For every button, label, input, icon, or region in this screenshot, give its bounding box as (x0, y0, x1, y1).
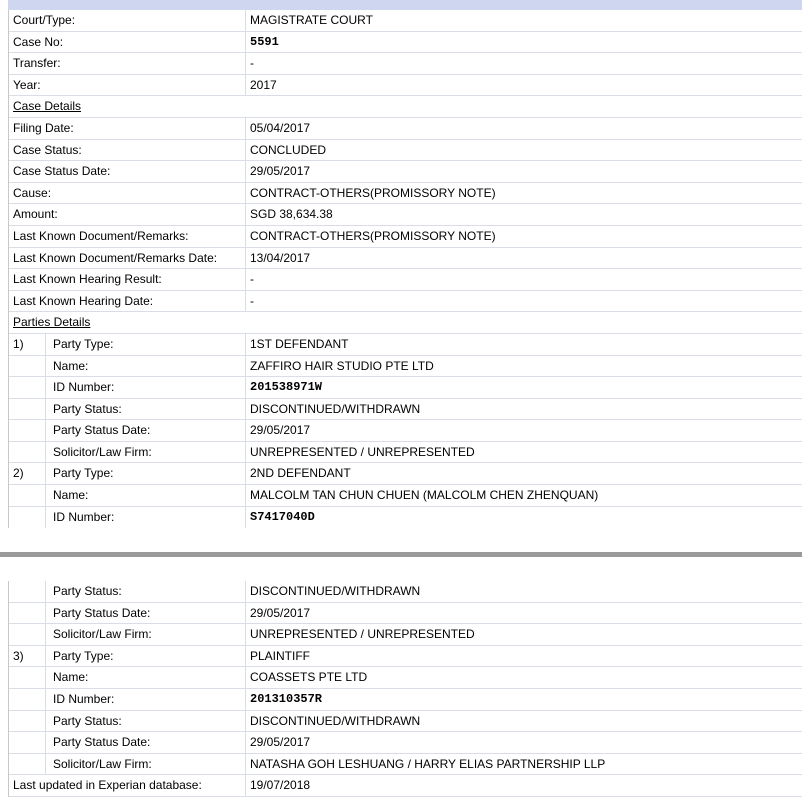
party-1-status-date: Party Status Date: 29/05/2017 (9, 420, 802, 442)
row-last-doc: Last Known Document/Remarks: CONTRACT-OTHERS(PROMISSORY NOTE) (9, 226, 802, 248)
row-court-type: Court/Type: MAGISTRATE COURT (9, 10, 802, 32)
party-2-solicitor: Solicitor/Law Firm: UNREPRESENTED / UNREPRESENTED (9, 624, 802, 646)
party-3-name: Name: COASSETS PTE LTD (9, 667, 802, 689)
row-year: Year: 2017 (9, 75, 802, 97)
row-hearing-date: Last Known Hearing Date: - (9, 291, 802, 313)
party-1-name: Name: ZAFFIRO HAIR STUDIO PTE LTD (9, 356, 802, 378)
party-1-solicitor: Solicitor/Law Firm: UNREPRESENTED / UNREPRESENTED (9, 442, 802, 464)
case-record-bottom (8, 581, 802, 797)
party-2-id: ID Number: S7417040D (9, 507, 802, 529)
page-gap (0, 529, 802, 552)
row-case-status: Case Status: CONCLUDED (9, 140, 802, 162)
party-3-status-date: Party Status Date: 29/05/2017 (9, 732, 802, 754)
row-hearing-result: Last Known Hearing Result: - (9, 269, 802, 291)
party-3-id: ID Number: 201310357R (9, 689, 802, 711)
header-bar (8, 0, 802, 10)
row-cause: Cause: CONTRACT-OTHERS(PROMISSORY NOTE) (9, 183, 802, 205)
row-case-no: Case No: 5591 (9, 32, 802, 54)
row-transfer: Transfer: - (9, 53, 802, 75)
party-1-status: Party Status: DISCONTINUED/WITHDRAWN (9, 399, 802, 421)
row-filing-date: Filing Date: 05/04/2017 (9, 118, 802, 140)
row-case-status-date: Case Status Date: 29/05/2017 (9, 161, 802, 183)
row-last-doc-date: Last Known Document/Remarks Date: 13/04/2017 (9, 248, 802, 270)
party-2-type: 2) Party Type: 2ND DEFENDANT (9, 463, 802, 485)
parties-details-heading: Parties Details (9, 312, 802, 334)
case-record-top (8, 10, 802, 528)
party-2-status-date: Party Status Date: 29/05/2017 (9, 603, 802, 625)
party-3-solicitor: Solicitor/Law Firm: NATASHA GOH LESHUANG / HARRY ELIAS PARTNERSHIP LLP (9, 754, 802, 776)
party-3-status: Party Status: DISCONTINUED/WITHDRAWN (9, 711, 802, 733)
party-3-type: 3) Party Type: PLAINTIFF (9, 646, 802, 668)
party-2-name: Name: MALCOLM TAN CHUN CHUEN (MALCOLM CHEN ZHENQUAN) (9, 485, 802, 507)
party-2-status: Party Status: DISCONTINUED/WITHDRAWN (9, 581, 802, 603)
party-1-type: 1) Party Type: 1ST DEFENDANT (9, 334, 802, 356)
party-1-id: ID Number: 201538971W (9, 377, 802, 399)
row-last-updated: Last updated in Experian database: 19/07/2018 (9, 775, 802, 797)
page-divider (0, 552, 802, 557)
case-details-heading: Case Details (9, 96, 802, 118)
row-amount: Amount: SGD 38,634.38 (9, 204, 802, 226)
